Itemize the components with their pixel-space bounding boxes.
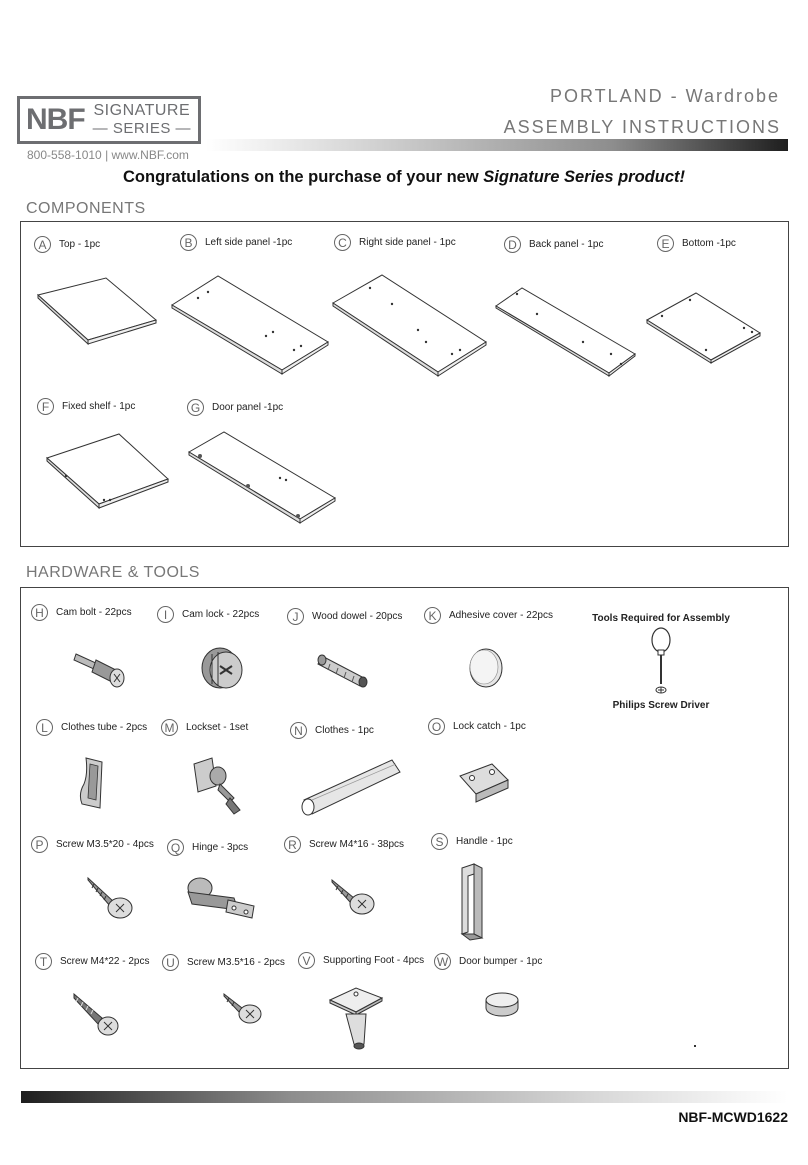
hardware-r-label [284, 836, 404, 853]
hardware-name: Screw M4*22 - 2pcs [60, 956, 150, 967]
tools-required-title: Tools Required for Assembly [592, 613, 730, 624]
component-c-label [334, 234, 456, 251]
top-panel-drawing [34, 275, 162, 355]
hardware-k-label [424, 607, 553, 624]
hardware-s-label [431, 833, 513, 850]
letter-badge: V [298, 952, 315, 969]
letter-badge: E [657, 235, 674, 252]
screwdriver-icon [648, 626, 674, 698]
model-number: NBF-MCWD1622 [678, 1109, 788, 1125]
bottom-panel-drawing [644, 290, 764, 366]
hardware-name: Handle - 1pc [456, 836, 513, 847]
left-side-panel-drawing [168, 270, 332, 378]
screw-m3-5x20-drawing [86, 874, 136, 920]
hardware-l-label [36, 719, 147, 736]
brand-logo [17, 96, 201, 144]
door-panel-drawing [186, 428, 338, 528]
hardware-title: HARDWARE & TOOLS [26, 564, 200, 581]
component-name: Fixed shelf - 1pc [62, 401, 136, 412]
wood-dowel-drawing [316, 648, 374, 690]
lockset-drawing [190, 754, 246, 820]
letter-badge: T [35, 953, 52, 970]
letter-badge: G [187, 399, 204, 416]
hardware-m-label [161, 719, 248, 736]
header-gradient-bar [206, 139, 788, 151]
component-name: Bottom -1pc [682, 238, 736, 249]
screw-m3-5x16-drawing [222, 990, 266, 1026]
letter-badge: K [424, 607, 441, 624]
letter-badge: M [161, 719, 178, 736]
supporting-foot-drawing [326, 984, 386, 1056]
letter-badge: C [334, 234, 351, 251]
component-a-label [34, 236, 100, 253]
component-d-label [504, 236, 604, 253]
screw-m4x16-drawing [330, 876, 378, 916]
brand-line-1: SIGNATURE [93, 102, 191, 119]
hardware-name: Supporting Foot - 4pcs [323, 955, 425, 966]
component-name: Left side panel -1pc [205, 237, 293, 248]
clothes-rail-drawing [300, 756, 404, 824]
hardware-o-label [428, 718, 526, 735]
clothes-tube-drawing [76, 754, 110, 812]
letter-badge: O [428, 718, 445, 735]
hardware-t-label [35, 953, 149, 970]
hinge-drawing [184, 870, 260, 922]
component-g-label [187, 399, 283, 416]
letter-badge: I [157, 606, 174, 623]
hardware-name: Screw M4*16 - 38pcs [309, 839, 405, 850]
tool-name: Philips Screw Driver [612, 700, 710, 711]
cam-lock-drawing [198, 644, 248, 694]
congrats-prefix: Congratulations on the purchase of your new [123, 168, 484, 186]
letter-badge: A [34, 236, 51, 253]
component-name: Right side panel - 1pc [359, 237, 456, 248]
hardware-i-label [157, 606, 259, 623]
hardware-name: Wood dowel - 20pcs [312, 611, 403, 622]
hardware-name: Screw M3.5*20 - 4pcs [56, 839, 154, 850]
adhesive-cover-drawing [466, 646, 506, 690]
product-title: PORTLAND - Wardrobe [549, 86, 780, 106]
letter-badge: D [504, 236, 521, 253]
letter-badge: W [434, 953, 451, 970]
hardware-n-label [290, 722, 374, 739]
component-name: Back panel - 1pc [529, 239, 604, 250]
lock-catch-drawing [456, 760, 512, 804]
cam-bolt-drawing [72, 648, 130, 690]
hardware-u-label [162, 954, 285, 971]
component-name: Door panel -1pc [212, 402, 284, 413]
letter-badge: R [284, 836, 301, 853]
component-name: Top - 1pc [59, 239, 101, 250]
hardware-name: Screw M3.5*16 - 2pcs [187, 957, 285, 968]
letter-badge: H [31, 604, 48, 621]
stray-mark [694, 1045, 696, 1047]
document-type: ASSEMBLY INSTRUCTIONS [503, 117, 781, 137]
letter-badge: J [287, 608, 304, 625]
hardware-p-label [31, 836, 154, 853]
letter-badge: Q [167, 839, 184, 856]
hardware-name: Lock catch - 1pc [453, 721, 526, 732]
fixed-shelf-drawing [44, 430, 172, 510]
brand-name: NBF [26, 103, 85, 136]
footer-gradient-bar [21, 1091, 788, 1103]
congratulations-message [0, 168, 808, 187]
right-side-panel-drawing [330, 268, 490, 380]
letter-badge: P [31, 836, 48, 853]
components-title: COMPONENTS [26, 200, 146, 217]
letter-badge: U [162, 954, 179, 971]
handle-drawing [456, 862, 488, 942]
component-f-label [37, 398, 135, 415]
brand-series [93, 102, 191, 138]
contact-info: 800-558-1010 | www.NBF.com [27, 148, 189, 162]
hardware-name: Adhesive cover - 22pcs [449, 610, 553, 621]
letter-badge: F [37, 398, 54, 415]
letter-badge: B [180, 234, 197, 251]
hardware-h-label [31, 604, 132, 621]
hardware-name: Cam bolt - 22pcs [56, 607, 132, 618]
component-b-label [180, 234, 292, 251]
hardware-w-label [434, 953, 542, 970]
letter-badge: S [431, 833, 448, 850]
hardware-v-label [298, 952, 424, 969]
congrats-emphasis: Signature Series product! [483, 168, 685, 186]
hardware-name: Clothes - 1pc [315, 725, 374, 736]
hardware-name: Clothes tube - 2pcs [61, 722, 148, 733]
hardware-j-label [287, 608, 402, 625]
letter-badge: N [290, 722, 307, 739]
door-bumper-drawing [482, 990, 522, 1020]
hardware-name: Hinge - 3pcs [192, 842, 249, 853]
hardware-name: Lockset - 1set [186, 722, 249, 733]
hardware-name: Cam lock - 22pcs [182, 609, 260, 620]
component-e-label [657, 235, 736, 252]
letter-badge: L [36, 719, 53, 736]
screw-m4x22-drawing [72, 990, 124, 1038]
hardware-name: Door bumper - 1pc [459, 956, 543, 967]
hardware-q-label [167, 839, 248, 856]
back-panel-drawing [493, 284, 637, 380]
brand-line-2: — SERIES — [92, 120, 192, 137]
